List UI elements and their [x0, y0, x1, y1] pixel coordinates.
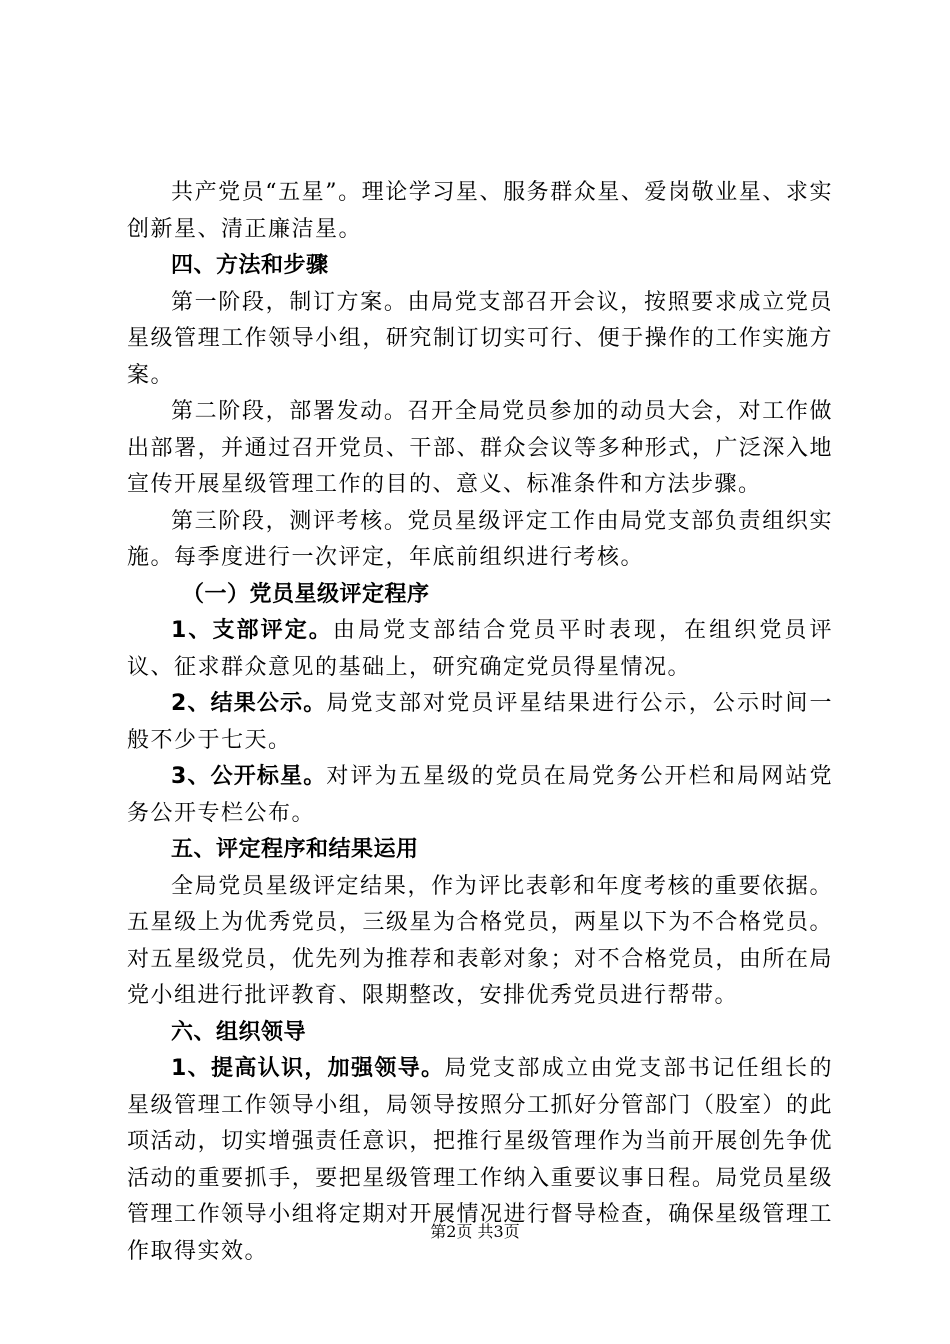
lead-raise-awareness: 1、提高认识，加强领导。 — [171, 1056, 445, 1081]
text-raise-awareness: 局党支部成立由党支部书记任组长的星级管理工作领导小组，局领导按照分工抓好分管部门（股室）的此项活动，切实增强责任意识，把推行星级管理作为当前开展创先争优活动的重要抓手，要把星级管理工作纳入重要议事日程。局党员星级管理工作领导小组将定期对开展情况进行督导检查，确保星级管理工作取得实效。 — [127, 1056, 833, 1264]
text-public-stars: 对评为五星级的党员在局党务公开栏和局网站党务公开专栏公布。 — [127, 764, 833, 826]
heading-methods-steps: 四、方法和步骤 — [171, 253, 329, 278]
lead-branch-rating: 1、支部评定。 — [171, 618, 333, 643]
subheading-rating-procedure: （一）党员星级评定程序 — [182, 581, 430, 607]
document-body — [127, 175, 833, 1270]
paragraph-stage-one: 第一阶段，制订方案。由局党支部召开会议，按照要求成立党员星级管理工作领导小组，研究制订切实可行、便于操作的工作实施方案。 — [127, 289, 833, 388]
paragraph-stage-three: 第三阶段，测评考核。党员星级评定工作由局党支部负责组织实施。每季度进行一次评定，年底前组织进行考核。 — [127, 508, 833, 570]
paragraph-public-stars — [127, 759, 833, 832]
paragraph-stage-two: 第二阶段，部署发动。召开全局党员参加的动员大会，对工作做出部署，并通过召开党员、干部、群众会议等多种形式，广泛深入地宣传开展星级管理工作的目的、意义、标准条件和方法步骤。 — [127, 399, 833, 497]
text-branch-rating: 由局党支部结合党员平时表现，在组织党员评议、征求群众意见的基础上，研究确定党员得星情况。 — [127, 618, 833, 680]
paragraph-five-stars: 共产党员“五星”。理论学习星、服务群众星、爱岗敬业星、求实创新星、清正廉洁星。 — [127, 180, 833, 242]
lead-public-stars: 3、公开标星。 — [171, 764, 327, 789]
text-result-publicity: 局党支部对党员评星结果进行公示，公示时间一般不少于七天。 — [127, 691, 833, 753]
heading-procedure-results: 五、评定程序和结果运用 — [171, 837, 419, 862]
paragraph-results-usage: 全局党员星级评定结果，作为评比表彰和年度考核的重要依据。五星级上为优秀党员，三级星为合格党员，两星以下为不合格党员。对五星级党员，优先列为推荐和表彰对象；对不合格党员，由所在局党小组进行批评教育、限期整改，安排优秀党员进行帮带。 — [127, 873, 833, 1008]
page-footer: 第2页 共3页 — [430, 1222, 520, 1241]
paragraph-result-publicity — [127, 686, 833, 759]
heading-organization-leadership: 六、组织领导 — [171, 1019, 307, 1045]
paragraph-branch-rating — [127, 613, 833, 686]
lead-result-publicity: 2、结果公示。 — [171, 691, 327, 716]
